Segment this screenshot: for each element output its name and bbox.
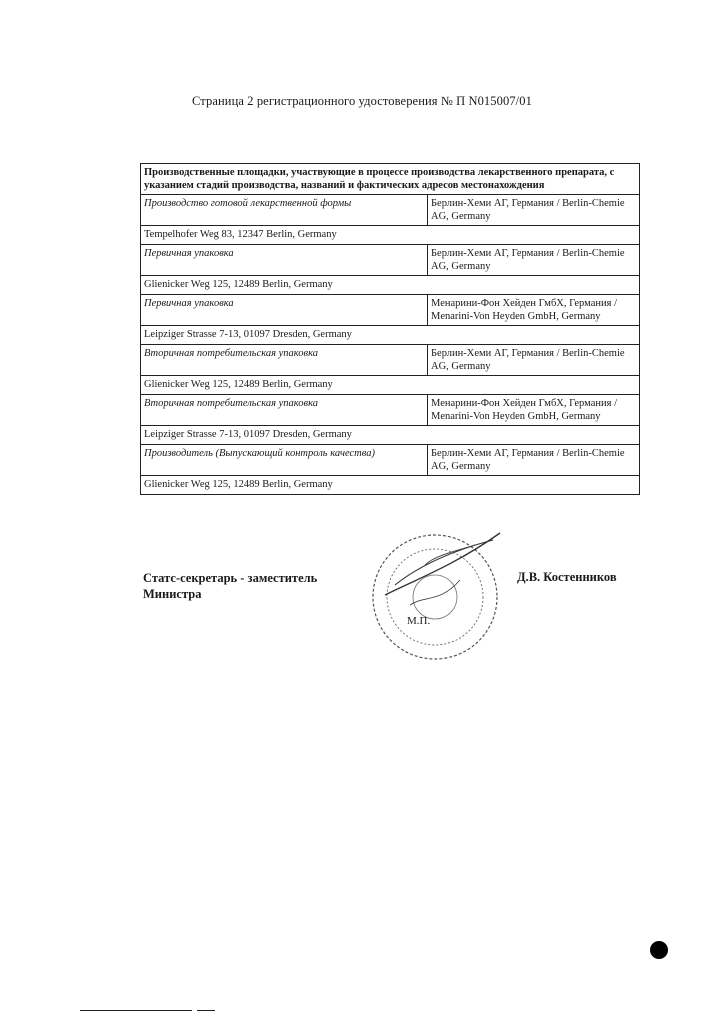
company-cell: Берлин-Хеми АГ, Германия / Berlin-Chemie AG, Germany bbox=[428, 245, 640, 276]
signatory-position-line2: Министра bbox=[143, 587, 202, 601]
address-cell: Glienicker Weg 125, 12489 Berlin, Germany bbox=[141, 276, 640, 295]
table-row bbox=[141, 476, 640, 495]
company-cell: Берлин-Хеми АГ, Германия / Berlin-Chemie AG, Germany bbox=[428, 195, 640, 226]
signatory-position bbox=[143, 570, 317, 602]
official-seal-stamp bbox=[365, 525, 505, 665]
table-title: Производственные площадки, участвующие в процессе производства лекарственного препарата, с указанием стадий производства, названий и фактических адресов местонахождения bbox=[141, 164, 640, 195]
table-row bbox=[141, 276, 640, 295]
address-cell: Glienicker Weg 125, 12489 Berlin, Germany bbox=[141, 376, 640, 395]
seal-label: М.П. bbox=[407, 615, 431, 627]
table-row bbox=[141, 376, 640, 395]
table-row bbox=[141, 326, 640, 345]
footer-rule-short bbox=[197, 1010, 215, 1011]
stage-cell: Первичная упаковка bbox=[141, 245, 428, 276]
document-header: Страница 2 регистрационного удостоверения № П N015007/01 bbox=[192, 94, 532, 108]
stage-cell: Первичная упаковка bbox=[141, 295, 428, 326]
stage-cell: Производитель (Выпускающий контроль качества) bbox=[141, 445, 428, 476]
footer-rule bbox=[80, 1010, 192, 1011]
signatory-name: Д.В. Костенников bbox=[517, 570, 617, 584]
stage-cell: Производство готовой лекарственной формы bbox=[141, 195, 428, 226]
company-cell: Менарини-Фон Хейден ГмбХ, Германия / Menarini-Von Heyden GmbH, Germany bbox=[428, 295, 640, 326]
table-row bbox=[141, 245, 640, 276]
stage-cell: Вторичная потребительская упаковка bbox=[141, 345, 428, 376]
production-sites-table bbox=[140, 163, 640, 495]
table-row bbox=[141, 426, 640, 445]
page-marker-dot bbox=[650, 941, 668, 959]
company-cell: Берлин-Хеми АГ, Германия / Berlin-Chemie AG, Germany bbox=[428, 345, 640, 376]
table-row bbox=[141, 295, 640, 326]
address-cell: Tempelhofer Weg 83, 12347 Berlin, Germany bbox=[141, 226, 640, 245]
address-cell: Glienicker Weg 125, 12489 Berlin, Germany bbox=[141, 476, 640, 495]
address-cell: Leipziger Strasse 7-13, 01097 Dresden, Germany bbox=[141, 426, 640, 445]
company-cell: Менарини-Фон Хейден ГмбХ, Германия / Menarini-Von Heyden GmbH, Germany bbox=[428, 395, 640, 426]
table-row bbox=[141, 226, 640, 245]
stage-cell: Вторичная потребительская упаковка bbox=[141, 395, 428, 426]
table-row bbox=[141, 345, 640, 376]
table-row bbox=[141, 195, 640, 226]
signatory-position-line1: Статс-секретарь - заместитель bbox=[143, 571, 318, 585]
table-title-row bbox=[141, 164, 640, 195]
address-cell: Leipziger Strasse 7-13, 01097 Dresden, Germany bbox=[141, 326, 640, 345]
table-row bbox=[141, 395, 640, 426]
table-row bbox=[141, 445, 640, 476]
company-cell: Берлин-Хеми АГ, Германия / Berlin-Chemie AG, Germany bbox=[428, 445, 640, 476]
